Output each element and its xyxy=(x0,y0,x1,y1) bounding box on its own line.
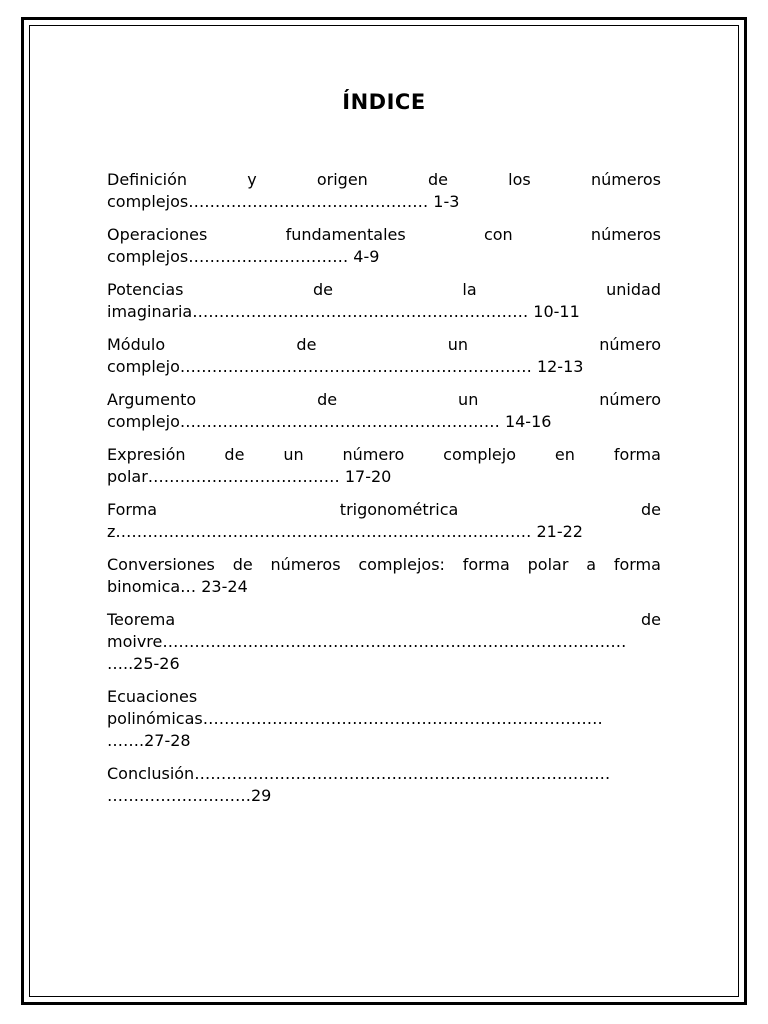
toc-entry-word: Argumento xyxy=(107,390,197,409)
toc-entry-title-line xyxy=(107,444,661,466)
toc-entry-title-line xyxy=(107,224,661,246)
toc-entry-word: en xyxy=(554,445,575,464)
toc-entry xyxy=(107,224,661,268)
toc-entry-title-line xyxy=(107,499,661,521)
toc-entry-leader-line: complejo………………………………………………………… 12-13 xyxy=(107,357,584,376)
toc-entry-leader-line: ………………………29 xyxy=(107,786,272,805)
toc-entry-word: Módulo xyxy=(107,335,166,354)
toc-entry-word: forma xyxy=(462,555,510,574)
toc-entry-leader-line: complejo…………………………………………………… 14-16 xyxy=(107,412,552,431)
toc-entry-title-line xyxy=(107,279,661,301)
toc-entry-word: y xyxy=(247,170,257,189)
toc-entry-leader-line: polinómicas………………………………………………………………… xyxy=(107,709,603,728)
toc-entry-word: complejos: xyxy=(358,555,445,574)
toc-entry-word: Forma xyxy=(107,500,158,519)
toc-entry-leader-line: z…………………………………………………………………… 21-22 xyxy=(107,522,583,541)
toc-entry-title-line xyxy=(107,334,661,356)
toc-entry-word: polar xyxy=(527,555,569,574)
toc-entry-leader-line: moivre…………………………………………………………………………… xyxy=(107,632,627,651)
toc-entry-word: Teorema xyxy=(107,610,176,629)
toc-entry-word: de xyxy=(317,390,338,409)
toc-entry-title-line xyxy=(107,169,661,191)
toc-entry-word: de xyxy=(296,335,317,354)
toc-entry-word: números xyxy=(590,225,661,244)
toc-entry-word: de xyxy=(312,280,333,299)
toc-entry-word: Potencias xyxy=(107,280,184,299)
toc-entry-page-line: …..25-26 xyxy=(107,654,180,673)
toc-entry xyxy=(107,609,661,675)
toc-entry-word: un xyxy=(447,335,468,354)
toc-entry-word: complejo xyxy=(443,445,517,464)
toc-entry-word: la xyxy=(462,280,477,299)
toc-entry-word: Expresión xyxy=(107,445,186,464)
toc-entry-word: de xyxy=(427,170,448,189)
toc-entry-leader-line: imaginaria……………………………………………………… 10-11 xyxy=(107,302,580,321)
toc-entry xyxy=(107,334,661,378)
toc-entry-word: de xyxy=(641,610,661,629)
toc-entry-word: Ecuaciones xyxy=(107,687,198,706)
toc-entry xyxy=(107,763,661,807)
toc-entry-word: con xyxy=(483,225,513,244)
toc-entry-word: unidad xyxy=(606,280,661,299)
toc-entry-word: los xyxy=(508,170,531,189)
toc-entry-word: Conclusión…………………………………………………………………… xyxy=(107,764,611,783)
toc-entry-word: un xyxy=(458,390,479,409)
toc-entry xyxy=(107,169,661,213)
toc-entry-word: Conversiones xyxy=(107,555,215,574)
toc-entry xyxy=(107,444,661,488)
toc-entry-leader-line: complejos………………………… 4-9 xyxy=(107,247,380,266)
toc-entry xyxy=(107,499,661,543)
toc-entry-title-line xyxy=(107,554,661,576)
toc-entry-word: Definición xyxy=(107,170,187,189)
toc-entry-leader-line: polar……………………………… 17-20 xyxy=(107,467,392,486)
table-of-contents xyxy=(107,169,661,818)
toc-entry-word: números xyxy=(270,555,341,574)
toc-entry xyxy=(107,686,661,752)
toc-entry-leader-line: binomica… 23-24 xyxy=(107,577,248,596)
toc-entry-word: fundamentales xyxy=(285,225,406,244)
toc-entry-word: números xyxy=(590,170,661,189)
toc-entry-word: un xyxy=(283,445,304,464)
toc-entry-word: número xyxy=(599,390,661,409)
toc-entry-title-line xyxy=(107,609,661,631)
toc-entry-page-line: …….27-28 xyxy=(107,731,191,750)
toc-entry xyxy=(107,389,661,433)
page-title: ÍNDICE xyxy=(342,90,426,114)
toc-entry-word: Operaciones xyxy=(107,225,208,244)
toc-entry-title-line xyxy=(107,686,661,708)
toc-entry-word: número xyxy=(342,445,405,464)
toc-entry-word: número xyxy=(599,335,661,354)
toc-entry-word: forma xyxy=(613,555,661,574)
toc-entry-word: forma xyxy=(613,445,661,464)
toc-entry-word: a xyxy=(586,555,597,574)
toc-entry xyxy=(107,279,661,323)
toc-entry-leader-line: complejos……………………………………… 1-3 xyxy=(107,192,460,211)
toc-entry-word: origen xyxy=(316,170,368,189)
toc-entry-title-line xyxy=(107,389,661,411)
toc-entry-title-line xyxy=(107,763,661,785)
toc-entry-word: trigonométrica xyxy=(339,500,459,519)
toc-entry-word: de xyxy=(640,500,661,519)
toc-entry-word: de xyxy=(224,445,245,464)
toc-entry xyxy=(107,554,661,598)
toc-entry-word: de xyxy=(232,555,253,574)
